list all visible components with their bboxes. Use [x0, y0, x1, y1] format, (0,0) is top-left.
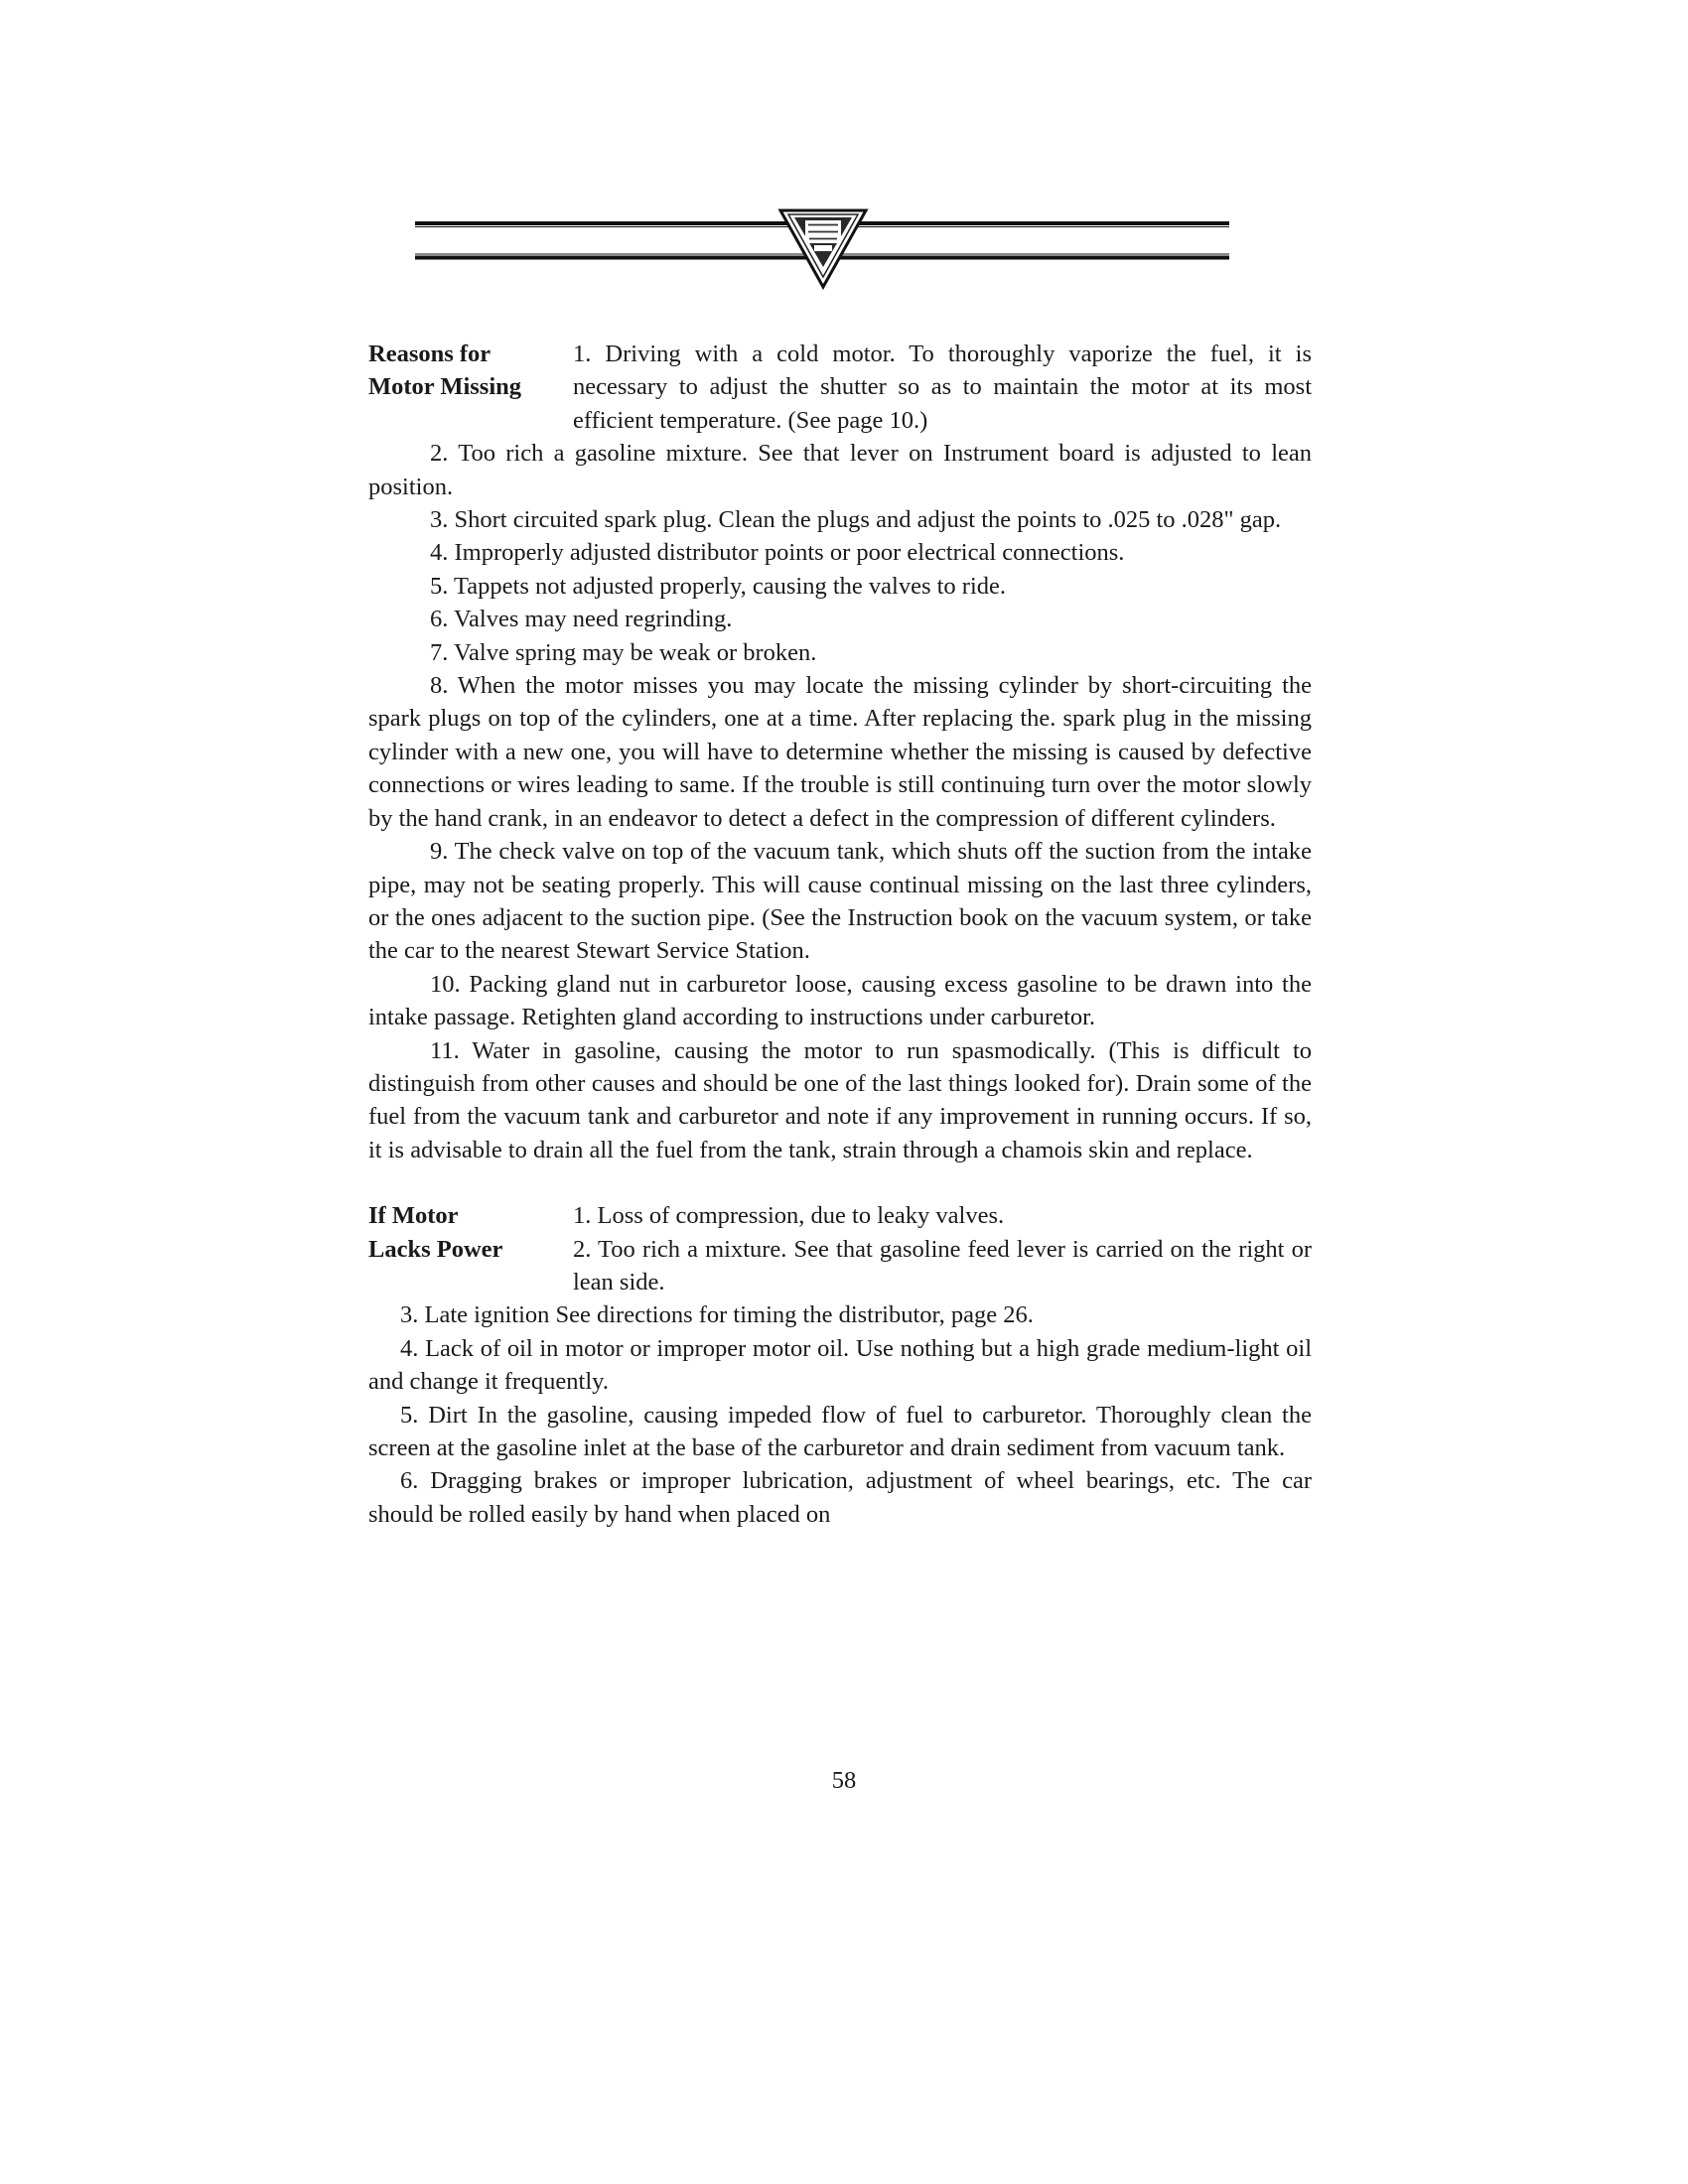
- numbered-paragraph: 8. When the motor misses you may locate the missing cylinder by short-circuiting the spark plugs on top of the cylinders, one at a time. After replacing the. spark plug in the missing cylinder with a new one, you will have to determine whether the missing is caused by defective connections or wires leading to same. If the trouble is still continuing turn over the motor slowly by the hand crank, in an endeavor to detect a defect in the compression of different cylinders.: [368, 672, 1312, 832]
- triangle-badge-icon: [780, 210, 866, 287]
- numbered-paragraph: 3. Short circuited spark plug. Clean the plugs and adjust the points to .025 to .028" gap.: [430, 506, 1282, 534]
- section-head-row: [368, 338, 1312, 437]
- numbered-item: 1. Driving with a cold motor. To thoroughly vaporize the fuel, it is necessary to adjust the shutter so as to maintain the motor at its most efficient temperature. (See page 10.): [573, 341, 1312, 434]
- section-head-row: [368, 1199, 1312, 1298]
- numbered-paragraph: 5. Dirt In the gasoline, causing impeded flow of fuel to carburetor. Thoroughly clean the screen at the gasoline inlet at the base of the carburetor and drain sediment from vacuum tank.: [368, 1401, 1312, 1461]
- header-rule-ornament: [415, 204, 1229, 293]
- side-heading-line: If Motor: [368, 1202, 459, 1230]
- numbered-paragraph: 11. Water in gasoline, causing the motor to run spasmodically. (This is difficult to distinguish from other causes and should be one of the last things looked for). Drain some of the fuel from the vacuum tank and carburetor and note if any improvement in running occurs. If so, it is advisable to drain all the fuel from the tank, strain through a chamois skin and replace.: [368, 1036, 1312, 1163]
- page-number: 58: [831, 1767, 857, 1794]
- numbered-item: 1. Loss of compression, due to leaky valves.: [573, 1202, 1005, 1230]
- side-heading-line: Motor Missing: [368, 373, 522, 401]
- numbered-paragraph: 10. Packing gland nut in carburetor loose, causing excess gasoline to be drawn into the intake passage. Retighten gland according to instructions under carburetor.: [368, 970, 1312, 1031]
- numbered-paragraph: 6. Valves may need regrinding.: [430, 606, 733, 633]
- side-heading-line: Lacks Power: [368, 1235, 503, 1263]
- side-heading: [368, 338, 573, 437]
- head-items: [573, 1199, 1312, 1298]
- numbered-paragraph: 3. Late ignition See directions for timing the distributor, page 26.: [400, 1301, 1034, 1329]
- numbered-item: 2. Too rich a mixture. See that gasoline feed lever is carried on the right or lean side.: [573, 1235, 1312, 1296]
- page-body: [368, 338, 1312, 1531]
- numbered-paragraph: 5. Tappets not adjusted properly, causing the valves to ride.: [430, 572, 1007, 600]
- side-heading-line: Reasons for: [368, 341, 492, 367]
- section-lacks-power: [368, 1199, 1312, 1531]
- numbered-paragraph: 4. Improperly adjusted distributor points or poor electrical connections.: [430, 539, 1125, 567]
- side-heading: [368, 1199, 573, 1298]
- section-motor-missing: [368, 338, 1312, 1166]
- numbered-paragraph: 2. Too rich a gasoline mixture. See that lever on Instrument board is adjusted to lean position.: [368, 440, 1312, 500]
- numbered-paragraph: 9. The check valve on top of the vacuum tank, which shuts off the suction from the intake pipe, may not be seating properly. This will cause continual missing on the last three cylinders, or the ones adjacent to the suction pipe. (See the Instruction book on the vacuum system, or take the car to the nearest Stewart Service Station.: [368, 838, 1312, 965]
- numbered-paragraph: 4. Lack of oil in motor or improper motor oil. Use nothing but a high grade medium-light oil and change it frequently.: [368, 1334, 1312, 1396]
- numbered-paragraph: 6. Dragging brakes or improper lubrication, adjustment of wheel bearings, etc. The car should be rolled easily by hand when placed on: [368, 1467, 1312, 1528]
- numbered-paragraph: 7. Valve spring may be weak or broken.: [430, 638, 817, 666]
- head-items: [573, 338, 1312, 437]
